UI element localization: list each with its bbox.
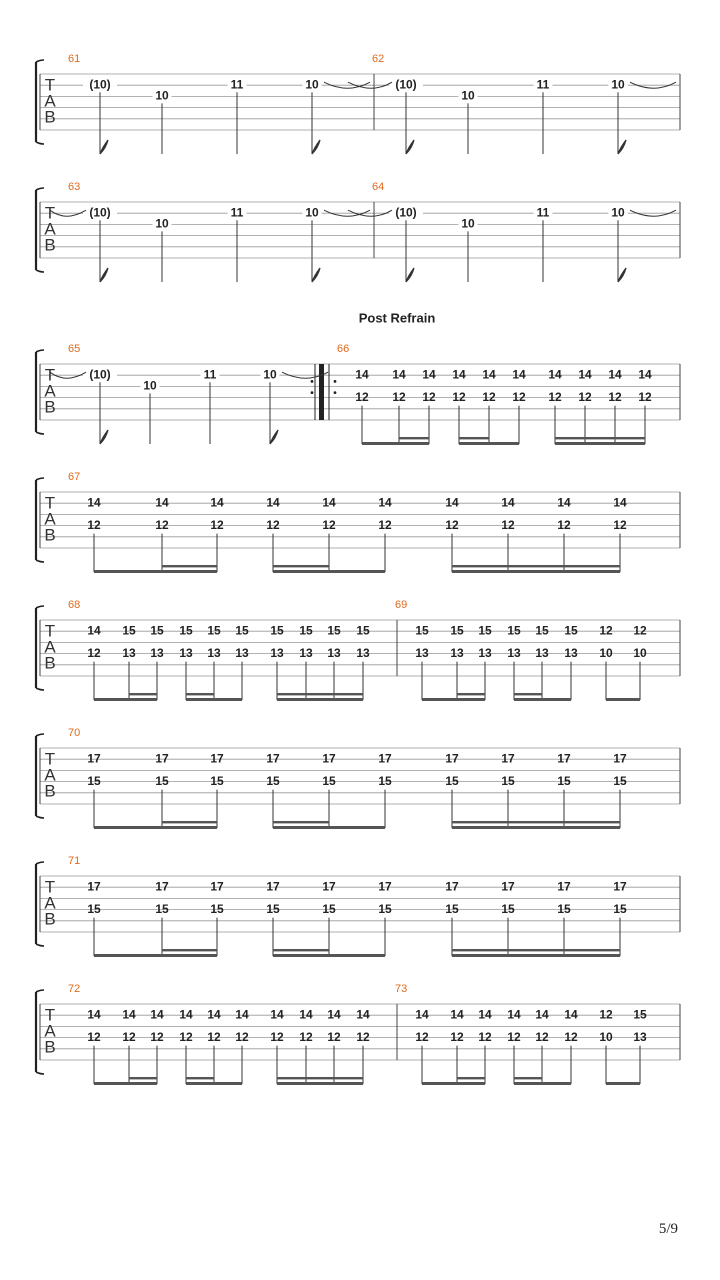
fret-number: 17 xyxy=(266,751,280,766)
fret-number: 13 xyxy=(327,645,341,660)
fret-number: 15 xyxy=(322,773,336,788)
fret-number: 11 xyxy=(536,77,550,92)
tab-clef-letter: T xyxy=(44,1005,56,1025)
tab-clef-letter: A xyxy=(44,219,56,239)
secondary-beam xyxy=(186,693,214,695)
fret-number: 14 xyxy=(270,1007,284,1022)
beam xyxy=(273,570,385,573)
page-number: 5/9 xyxy=(658,1221,678,1237)
fret-number: 10 xyxy=(263,367,277,382)
fret-number: 15 xyxy=(478,623,492,638)
bracket-top-hook xyxy=(36,990,44,992)
fret-number: 17 xyxy=(613,879,627,894)
measure-number: 61 xyxy=(68,52,81,65)
fret-number: 14 xyxy=(355,367,369,382)
fret-number: 12 xyxy=(608,389,622,404)
secondary-beam xyxy=(514,1077,542,1079)
fret-number: 14 xyxy=(122,1007,136,1022)
fret-number: 15 xyxy=(155,901,169,916)
tab-clef-letter: T xyxy=(44,365,56,385)
fret-number: 14 xyxy=(548,367,562,382)
fret-number: 13 xyxy=(122,645,136,660)
fret-number: 14 xyxy=(87,1007,101,1022)
fret-number: 14 xyxy=(356,1007,370,1022)
fret-number: 12 xyxy=(378,517,392,532)
beam xyxy=(555,442,645,445)
measure-number: 67 xyxy=(68,470,81,483)
fret-number: 12 xyxy=(599,623,613,638)
secondary-beam xyxy=(273,565,329,567)
fret-number: 15 xyxy=(633,1007,647,1022)
fret-number: 10 xyxy=(611,205,625,220)
note-flag xyxy=(312,140,320,154)
secondary-beam xyxy=(162,821,217,823)
fret-number: 17 xyxy=(445,879,459,894)
fret-number: 15 xyxy=(299,623,313,638)
fret-number: 10 xyxy=(155,216,169,231)
fret-number: 14 xyxy=(638,367,652,382)
beam xyxy=(186,1082,242,1085)
tab-clef-letter: B xyxy=(44,525,56,545)
fret-number: 12 xyxy=(327,1029,341,1044)
fret-number: 15 xyxy=(327,623,341,638)
fret-number: 13 xyxy=(507,645,521,660)
fret-number: 14 xyxy=(422,367,436,382)
fret-number: 14 xyxy=(179,1007,193,1022)
fret-number: 17 xyxy=(557,879,571,894)
fret-number: 14 xyxy=(155,495,169,510)
fret-number: 17 xyxy=(445,751,459,766)
fret-number: 17 xyxy=(87,751,101,766)
secondary-beam xyxy=(555,437,645,439)
fret-number: 11 xyxy=(536,205,550,220)
fret-number: 12 xyxy=(266,517,280,532)
fret-number: 12 xyxy=(638,389,652,404)
fret-number: 13 xyxy=(564,645,578,660)
fret-number: 17 xyxy=(557,751,571,766)
fret-number: 12 xyxy=(355,389,369,404)
repeat-thick-line xyxy=(319,364,324,420)
beam xyxy=(94,1082,157,1085)
tab-clef-letter: A xyxy=(44,765,56,785)
note-flag xyxy=(618,268,626,282)
measure-number: 70 xyxy=(68,726,81,739)
secondary-beam xyxy=(162,565,217,567)
fret-number: 15 xyxy=(450,623,464,638)
secondary-beam xyxy=(277,1077,363,1079)
bracket-bottom-hook xyxy=(36,560,44,562)
bracket-top-hook xyxy=(36,606,44,608)
fret-number: 12 xyxy=(478,1029,492,1044)
beam xyxy=(362,442,429,445)
beam xyxy=(452,570,620,573)
bracket-top-hook xyxy=(36,350,44,352)
measure-number: 72 xyxy=(68,982,81,995)
tab-clef-letter: T xyxy=(44,203,56,223)
beam xyxy=(277,698,363,701)
beam xyxy=(94,954,217,957)
secondary-beam xyxy=(459,437,489,439)
fret-number: 12 xyxy=(450,1029,464,1044)
fret-number: 10 xyxy=(305,77,319,92)
fret-number: 12 xyxy=(122,1029,136,1044)
fret-number: 14 xyxy=(512,367,526,382)
measure-number: 71 xyxy=(68,854,81,867)
tab-clef-letter: A xyxy=(44,509,56,529)
tab-clef-letter: A xyxy=(44,637,56,657)
fret-number: 12 xyxy=(633,623,647,638)
fret-number: 12 xyxy=(482,389,496,404)
tab-clef-letter: B xyxy=(44,653,56,673)
fret-number: 15 xyxy=(378,773,392,788)
fret-number: 13 xyxy=(535,645,549,660)
fret-number: 14 xyxy=(578,367,592,382)
beam xyxy=(94,698,157,701)
note-flag xyxy=(100,430,108,444)
note-flag xyxy=(100,268,108,282)
fret-number: 10 xyxy=(611,77,625,92)
secondary-beam xyxy=(457,693,485,695)
fret-number: 13 xyxy=(270,645,284,660)
fret-number: 15 xyxy=(87,773,101,788)
fret-number: 17 xyxy=(501,879,515,894)
fret-number: 10 xyxy=(155,88,169,103)
fret-number: 14 xyxy=(478,1007,492,1022)
secondary-beam xyxy=(514,693,542,695)
beam xyxy=(422,1082,485,1085)
tab-clef-letter: B xyxy=(44,397,56,417)
fret-number: 17 xyxy=(210,751,224,766)
fret-number: 12 xyxy=(613,517,627,532)
fret-number: 15 xyxy=(210,901,224,916)
fret-number: 14 xyxy=(207,1007,221,1022)
fret-number: 15 xyxy=(501,901,515,916)
note-flag xyxy=(406,140,414,154)
secondary-beam xyxy=(129,1077,157,1079)
measure-number: 73 xyxy=(395,982,408,995)
fret-number: 14 xyxy=(392,367,406,382)
fret-number: 13 xyxy=(150,645,164,660)
secondary-beam xyxy=(457,1077,485,1079)
fret-number: 14 xyxy=(482,367,496,382)
fret-number: 11 xyxy=(230,77,244,92)
beam xyxy=(186,698,242,701)
fret-number: 14 xyxy=(299,1007,313,1022)
beam xyxy=(94,570,217,573)
fret-number: 17 xyxy=(322,879,336,894)
fret-number: 15 xyxy=(179,623,193,638)
fret-number: 10 xyxy=(633,645,647,660)
fret-number: 12 xyxy=(578,389,592,404)
fret-number: 12 xyxy=(270,1029,284,1044)
fret-number: 15 xyxy=(322,901,336,916)
bracket-top-hook xyxy=(36,478,44,480)
fret-number: 10 xyxy=(305,205,319,220)
fret-number: 14 xyxy=(415,1007,429,1022)
beam xyxy=(459,442,519,445)
fret-number: 10 xyxy=(599,645,613,660)
fret-number: (10) xyxy=(89,77,111,92)
fret-number: 14 xyxy=(501,495,515,510)
fret-number: 15 xyxy=(415,623,429,638)
fret-number: 15 xyxy=(270,623,284,638)
fret-number: 13 xyxy=(207,645,221,660)
fret-number: 12 xyxy=(87,517,101,532)
measure-number: 64 xyxy=(372,180,385,193)
fret-number: 13 xyxy=(235,645,249,660)
fret-number: 12 xyxy=(557,517,571,532)
fret-number: 12 xyxy=(392,389,406,404)
tab-clef-letter: A xyxy=(44,381,56,401)
fret-number: 15 xyxy=(150,623,164,638)
fret-number: 15 xyxy=(613,901,627,916)
fret-number: 12 xyxy=(179,1029,193,1044)
measure-number: 62 xyxy=(372,52,385,65)
fret-number: 15 xyxy=(445,901,459,916)
fret-number: 17 xyxy=(322,751,336,766)
fret-number: 15 xyxy=(613,773,627,788)
fret-number: 12 xyxy=(599,1007,613,1022)
fret-number: 11 xyxy=(230,205,244,220)
fret-number: 13 xyxy=(450,645,464,660)
fret-number: 12 xyxy=(155,517,169,532)
secondary-beam xyxy=(452,949,620,951)
fret-number: 15 xyxy=(557,901,571,916)
fret-number: 14 xyxy=(613,495,627,510)
fret-number: 12 xyxy=(207,1029,221,1044)
note-flag xyxy=(406,268,414,282)
fret-number: 15 xyxy=(564,623,578,638)
fret-number: 10 xyxy=(461,88,475,103)
tab-clef-letter: B xyxy=(44,235,56,255)
beam xyxy=(606,1082,640,1085)
beam xyxy=(514,1082,571,1085)
section-label: Post Refrain xyxy=(358,310,436,326)
fret-number: 17 xyxy=(378,751,392,766)
bracket-bottom-hook xyxy=(36,432,44,434)
bracket-bottom-hook xyxy=(36,142,44,144)
fret-number: 14 xyxy=(327,1007,341,1022)
fret-number: 12 xyxy=(210,517,224,532)
fret-number: 15 xyxy=(507,623,521,638)
fret-number: 17 xyxy=(613,751,627,766)
measure-number: 68 xyxy=(68,598,81,611)
fret-number: 10 xyxy=(599,1029,613,1044)
bracket-top-hook xyxy=(36,60,44,62)
secondary-beam xyxy=(399,437,429,439)
fret-number: 15 xyxy=(87,901,101,916)
fret-number: 17 xyxy=(155,751,169,766)
bracket-bottom-hook xyxy=(36,816,44,818)
beam xyxy=(422,698,485,701)
bracket-bottom-hook xyxy=(36,944,44,946)
fret-number: 15 xyxy=(445,773,459,788)
fret-number: 15 xyxy=(501,773,515,788)
note-flag xyxy=(270,430,278,444)
fret-number: 17 xyxy=(87,879,101,894)
fret-number: 12 xyxy=(87,1029,101,1044)
secondary-beam xyxy=(273,949,329,951)
bracket-bottom-hook xyxy=(36,688,44,690)
bracket-bottom-hook xyxy=(36,270,44,272)
fret-number: 14 xyxy=(87,495,101,510)
beam xyxy=(606,698,640,701)
fret-number: 10 xyxy=(461,216,475,231)
fret-number: 14 xyxy=(450,1007,464,1022)
bracket-bottom-hook xyxy=(36,1072,44,1074)
fret-number: 17 xyxy=(378,879,392,894)
beam xyxy=(452,954,620,957)
repeat-dot xyxy=(311,391,314,394)
secondary-beam xyxy=(452,821,620,823)
fret-number: 13 xyxy=(356,645,370,660)
fret-number: 12 xyxy=(150,1029,164,1044)
bracket-top-hook xyxy=(36,862,44,864)
tab-clef-letter: B xyxy=(44,909,56,929)
fret-number: 14 xyxy=(378,495,392,510)
secondary-beam xyxy=(162,949,217,951)
fret-number: 12 xyxy=(422,389,436,404)
fret-number: (10) xyxy=(89,367,111,382)
fret-number: 17 xyxy=(210,879,224,894)
fret-number: 13 xyxy=(179,645,193,660)
tab-clef-letter: A xyxy=(44,91,56,111)
tab-clef-letter: A xyxy=(44,1021,56,1041)
secondary-beam xyxy=(277,693,363,695)
tab-clef-letter: T xyxy=(44,621,56,641)
tab-clef-letter: T xyxy=(44,749,56,769)
fret-number: 12 xyxy=(548,389,562,404)
fret-number: 17 xyxy=(266,879,280,894)
fret-number: 15 xyxy=(356,623,370,638)
beam xyxy=(94,826,217,829)
fret-number: 15 xyxy=(210,773,224,788)
fret-number: 14 xyxy=(564,1007,578,1022)
note-flag xyxy=(312,268,320,282)
fret-number: 12 xyxy=(87,645,101,660)
tab-clef-letter: B xyxy=(44,781,56,801)
measure-number: 69 xyxy=(395,598,408,611)
fret-number: 13 xyxy=(633,1029,647,1044)
fret-number: 14 xyxy=(452,367,466,382)
repeat-dot xyxy=(334,391,337,394)
fret-number: 13 xyxy=(415,645,429,660)
fret-number: 14 xyxy=(535,1007,549,1022)
measure-number: 66 xyxy=(337,342,350,355)
fret-number: 12 xyxy=(507,1029,521,1044)
beam xyxy=(273,954,385,957)
fret-number: 11 xyxy=(203,367,217,382)
fret-number: 15 xyxy=(155,773,169,788)
fret-number: 12 xyxy=(564,1029,578,1044)
fret-number: 15 xyxy=(122,623,136,638)
note-flag xyxy=(100,140,108,154)
fret-number: 14 xyxy=(322,495,336,510)
fret-number: 12 xyxy=(512,389,526,404)
fret-number: 15 xyxy=(378,901,392,916)
fret-number: 14 xyxy=(445,495,459,510)
fret-number: 14 xyxy=(150,1007,164,1022)
tab-clef-letter: T xyxy=(44,75,56,95)
fret-number: 15 xyxy=(557,773,571,788)
fret-number: 13 xyxy=(299,645,313,660)
beam xyxy=(452,826,620,829)
tab-clef-letter: B xyxy=(44,1037,56,1057)
fret-number: (10) xyxy=(395,205,417,220)
bracket-top-hook xyxy=(36,188,44,190)
fret-number: 14 xyxy=(608,367,622,382)
beam xyxy=(273,826,385,829)
fret-number: 17 xyxy=(501,751,515,766)
fret-number: 15 xyxy=(207,623,221,638)
fret-number: 12 xyxy=(445,517,459,532)
fret-number: 14 xyxy=(507,1007,521,1022)
secondary-beam xyxy=(452,565,620,567)
beam xyxy=(277,1082,363,1085)
fret-number: 12 xyxy=(415,1029,429,1044)
fret-number: 10 xyxy=(143,378,157,393)
fret-number: 13 xyxy=(478,645,492,660)
fret-number: 17 xyxy=(155,879,169,894)
fret-number: 15 xyxy=(235,623,249,638)
fret-number: 14 xyxy=(235,1007,249,1022)
fret-number: 12 xyxy=(299,1029,313,1044)
fret-number: 14 xyxy=(266,495,280,510)
fret-number: 15 xyxy=(266,901,280,916)
secondary-beam xyxy=(273,821,329,823)
beam xyxy=(514,698,571,701)
note-flag xyxy=(618,140,626,154)
fret-number: (10) xyxy=(89,205,111,220)
bracket-top-hook xyxy=(36,734,44,736)
fret-number: 15 xyxy=(535,623,549,638)
fret-number: 14 xyxy=(87,623,101,638)
fret-number: 12 xyxy=(501,517,515,532)
fret-number: 12 xyxy=(452,389,466,404)
repeat-dot xyxy=(334,380,337,383)
fret-number: 14 xyxy=(210,495,224,510)
measure-number: 65 xyxy=(68,342,81,355)
fret-number: 14 xyxy=(557,495,571,510)
fret-number: 15 xyxy=(266,773,280,788)
fret-number: (10) xyxy=(395,77,417,92)
secondary-beam xyxy=(129,693,157,695)
tab-clef-letter: A xyxy=(44,893,56,913)
tab-clef-letter: T xyxy=(44,877,56,897)
tab-clef-letter: B xyxy=(44,107,56,127)
fret-number: 12 xyxy=(322,517,336,532)
fret-number: 12 xyxy=(235,1029,249,1044)
fret-number: 12 xyxy=(535,1029,549,1044)
repeat-dot xyxy=(311,380,314,383)
tab-clef-letter: T xyxy=(44,493,56,513)
secondary-beam xyxy=(186,1077,214,1079)
measure-number: 63 xyxy=(68,180,81,193)
fret-number: 12 xyxy=(356,1029,370,1044)
